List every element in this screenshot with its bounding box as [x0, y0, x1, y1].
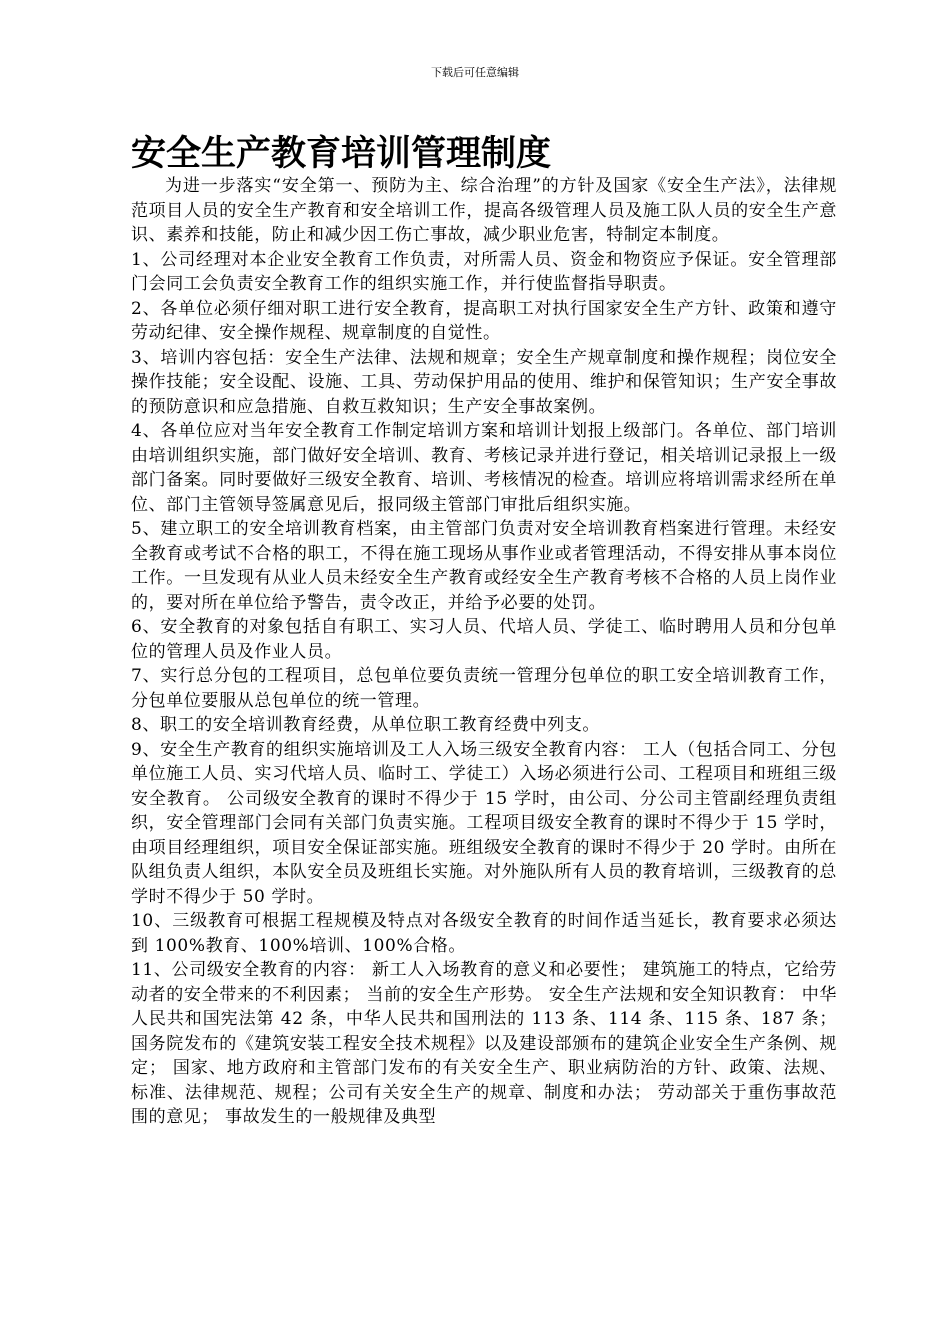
clause-11: 11、公司级安全教育的内容： 新工人入场教育的意义和必要性； 建筑施工的特点，它给劳动者的安全带来的不利因素； 当前的安全生产形势。 安全生产法规和安全知识教育： 中华人民共和国宪法第 42 条，中华人民共和国刑法的 113 条、114 条、115 条、187 条； 国务院发布的《建筑安装工程安全技术规程》以及建设部颁布的建筑企业安全生产条例、规定； 国家、地方政府和主管部门发布的有关安全生产、职业病防治的方针、政策、法规、标准、法律规范、规程；公司有关安全生产的规章、制度和办法； 劳动部关于重伤事故范围的意见； 事故发生的一般规律及典型 [131, 960, 837, 1127]
clause-1: 1、公司经理对本企业安全教育工作负责，对所需人员、资金和物资应予保证。安全管理部门会同工会负责安全教育工作的组织实施工作，并行使监督指导职责。 [131, 249, 837, 294]
clause-7: 7、实行总分包的工程项目，总包单位要负责统一管理分包单位的职工安全培训教育工作，分包单位要服从总包单位的统一管理。 [131, 666, 837, 711]
clause-3: 3、培训内容包括：安全生产法律、法规和规章；安全生产规章制度和操作规程；岗位安全操作技能；安全设配、设施、工具、劳动保护用品的使用、维护和保管知识；生产安全事故的预防意识和应急措施、自救互救知识；生产安全事故案例。 [131, 347, 837, 417]
clause-4: 4、各单位应对当年安全教育工作制定培训方案和培训计划报上级部门。各单位、部门培训由培训组织实施，部门做好安全培训、教育、考核记录并进行登记，相关培训记录报上一级部门备案。同时要做好三级安全教育、培训、考核情况的检查。培训应将培训需求经所在单位、部门主管领导签属意见后，报同级主管部门审批后组织实施。 [131, 421, 837, 515]
clause-5: 5、建立职工的安全培训教育档案，由主管部门负责对安全培训教育档案进行管理。未经安全教育或考试不合格的职工，不得在施工现场从事作业或者管理活动，不得安排从事本岗位工作。一旦发现有从业人员未经安全生产教育或经安全生产教育考核不合格的人员上岗作业的，要对所在单位给予警告，责令改正，并给予必要的处罚。 [131, 519, 837, 613]
clause-9: 9、安全生产教育的组织实施培训及工人入场三级安全教育内容： 工人（包括合同工、分包单位施工人员、实习代培人员、临时工、学徒工）入场必须进行公司、工程项目和班组三级安全教育。 公司级安全教育的课时不得少于 15 学时，由公司、分公司主管副经理负责组织，安全管理部门会同有关部门负责实施。工程项目级安全教育的课时不得少于 15 学时，由项目经理组织，项目安全保证部实施。班组级安全教育的课时不得少于 20 学时。由所在队组负责人组织，本队安全员及班组长实施。对外施队所有人员的教育培训，三级教育的总学时不得少于 50 学时。 [131, 739, 837, 907]
document-body [131, 120, 837, 1130]
clause-6: 6、安全教育的对象包括自有职工、实习人员、代培人员、学徒工、临时聘用人员和分包单位的管理人员及作业人员。 [131, 617, 837, 662]
page-header-note: 下载后可任意编辑 [431, 66, 519, 79]
document-title: 安全生产教育培训管理制度 [131, 133, 552, 174]
intro-paragraph: 为进一步落实“安全第一、预防为主、综合治理”的方针及国家《安全生产法》，法律规范项目人员的安全生产教育和安全培训工作，提高各级管理人员及施工队人员的安全生产意识、素养和技能，防止和减少因工伤亡事故，减少职业危害，特制定本制度。 [131, 176, 837, 245]
clause-2: 2、各单位必须仔细对职工进行安全教育，提高职工对执行国家安全生产方针、政策和遵守劳动纪律、安全操作规程、规章制度的自觉性。 [131, 298, 837, 343]
clause-8: 8、职工的安全培训教育经费，从单位职工教育经费中列支。 [131, 715, 601, 735]
clause-10: 10、三级教育可根据工程规模及特点对各级安全教育的时间作适当延长，教育要求必须达到 100%教育、100%培训、100%合格。 [131, 911, 837, 956]
